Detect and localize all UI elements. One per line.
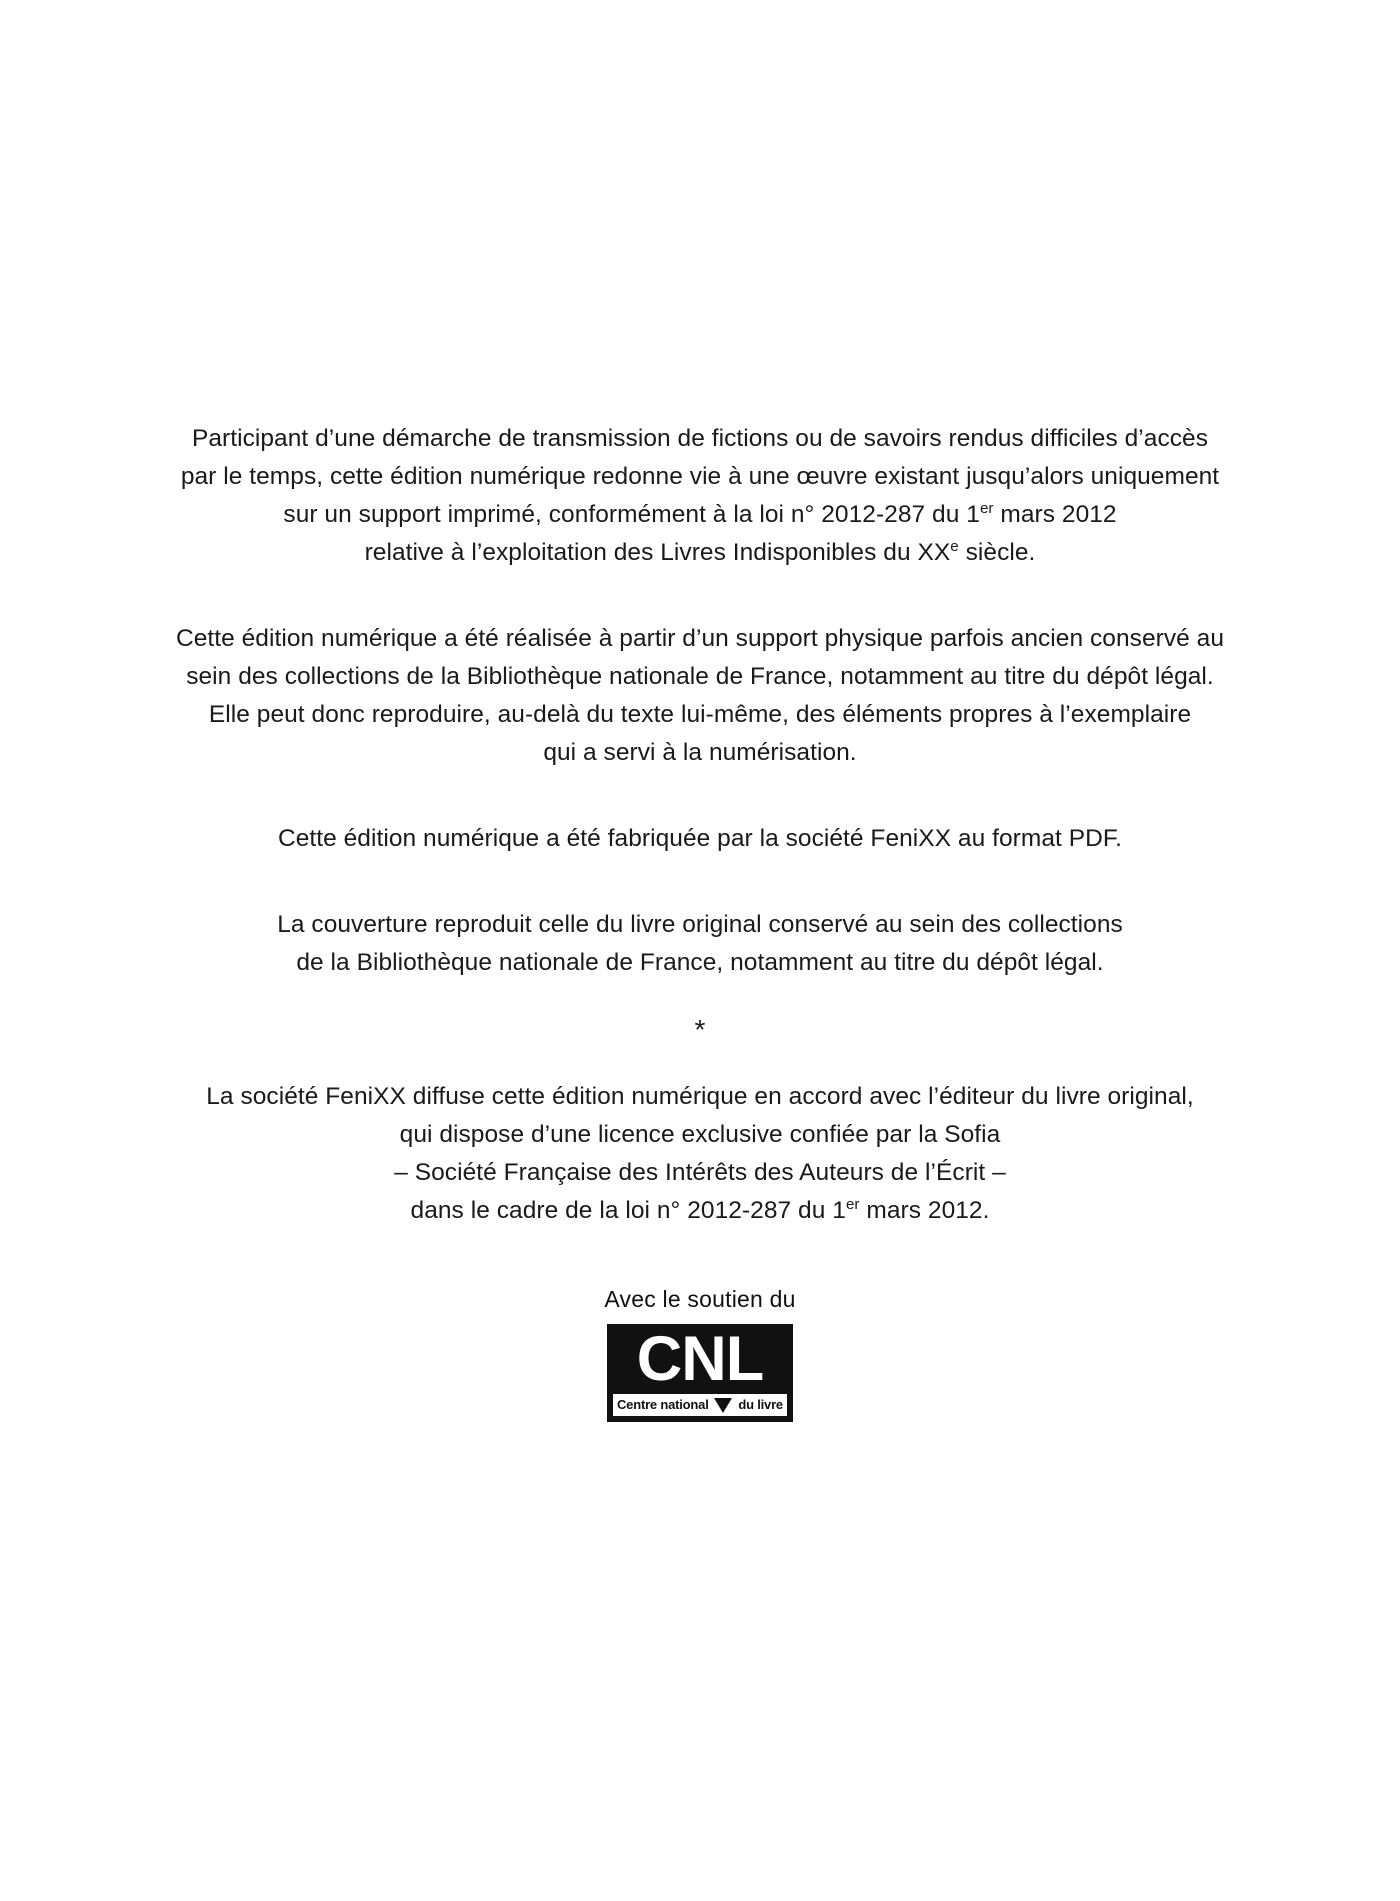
paragraph-cover bbox=[135, 906, 1265, 982]
ordinal-suffix: e bbox=[950, 537, 959, 555]
paragraph-line-text: siècle. bbox=[958, 539, 1036, 566]
paragraph-manufacturer bbox=[135, 820, 1265, 858]
paragraph-line bbox=[135, 496, 1265, 534]
paragraph-line: Participant d’une démarche de transmission de fictions ou de savoirs rendus difficiles d’accès bbox=[191, 425, 1209, 452]
paragraph-line bbox=[135, 1192, 1265, 1230]
cnl-logo bbox=[607, 1324, 793, 1422]
paragraph-line: sein des collections de la Bibliothèque nationale de France, notamment au titre du dépôt légal. bbox=[186, 663, 1214, 690]
cnl-tagline-right: du livre bbox=[738, 1397, 783, 1412]
support-label: Avec le soutien du bbox=[604, 1286, 796, 1312]
paragraph-line: Elle peut donc reproduire, au-delà du texte lui-même, des éléments propres à l’exemplaire bbox=[208, 701, 1192, 728]
cnl-tagline-left: Centre national bbox=[616, 1397, 709, 1412]
paragraph-line bbox=[135, 534, 1265, 572]
paragraph-line: La société FeniXX diffuse cette édition numérique en accord avec l’éditeur du livre original, bbox=[206, 1083, 1194, 1110]
support-block bbox=[604, 1284, 795, 1422]
legal-notice-body bbox=[0, 420, 1400, 1422]
cnl-triangle-icon bbox=[714, 1398, 732, 1413]
paragraph-line: Cette édition numérique a été fabriquée par la société FeniXX au format PDF. bbox=[277, 825, 1123, 852]
paragraph-line: Cette édition numérique a été réalisée à partir d’un support physique parfois ancien conservé au bbox=[175, 625, 1225, 652]
paragraph-line-text: relative à l’exploitation des Livres Indisponibles du XX bbox=[364, 539, 951, 566]
ordinal-suffix: er bbox=[845, 1195, 860, 1213]
cnl-logo-letters: CNL bbox=[636, 1324, 764, 1394]
paragraph-distribution bbox=[135, 1078, 1265, 1230]
paragraph-line: – Société Française des Intérêts des Auteurs de l’Écrit – bbox=[394, 1159, 1006, 1186]
paragraph-line: La couverture reproduit celle du livre original conservé au sein des collections bbox=[277, 911, 1123, 938]
cnl-logo-tagline bbox=[613, 1394, 787, 1416]
section-separator: * bbox=[694, 1014, 706, 1045]
paragraph-line: qui a servi à la numérisation. bbox=[543, 739, 857, 766]
paragraph-line: qui dispose d’une licence exclusive confiée par la Sofia bbox=[399, 1121, 1001, 1148]
paragraph-source-copy bbox=[135, 620, 1265, 772]
paragraph-line: par le temps, cette édition numérique redonne vie à une œuvre existant jusqu’alors uniquement bbox=[180, 463, 1220, 490]
paragraph-line-text: sur un support imprimé, conformément à la loi n° 2012-287 du 1 bbox=[283, 501, 980, 528]
paragraph-transmission bbox=[135, 420, 1265, 572]
paragraph-line-text: dans le cadre de la loi n° 2012-287 du 1 bbox=[410, 1197, 846, 1224]
paragraph-line-text: mars 2012. bbox=[859, 1197, 990, 1224]
paragraph-line: de la Bibliothèque nationale de France, notamment au titre du dépôt légal. bbox=[296, 949, 1104, 976]
ordinal-suffix: er bbox=[979, 499, 994, 517]
paragraph-line-text: mars 2012 bbox=[993, 501, 1117, 528]
